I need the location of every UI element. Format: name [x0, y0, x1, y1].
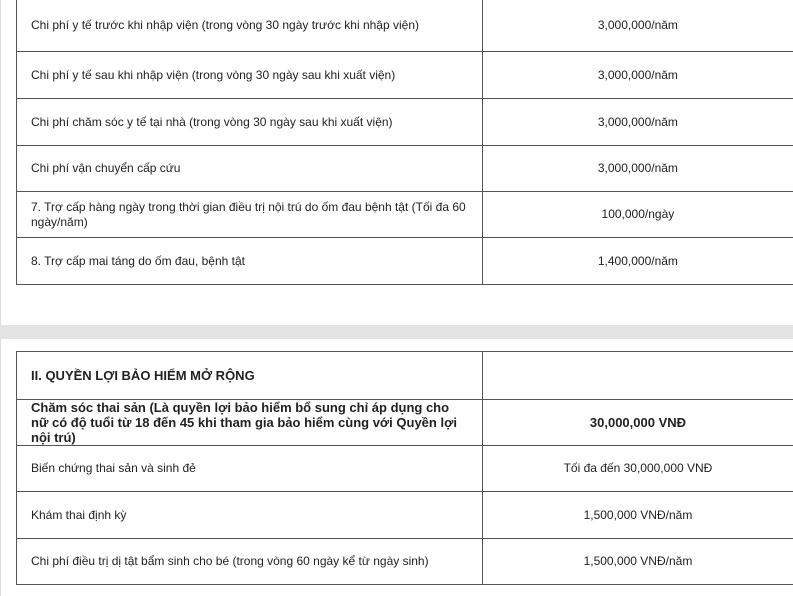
benefit-value: 3,000,000/năm	[482, 52, 793, 99]
benefit-value: 1,500,000 VNĐ/năm	[482, 492, 793, 539]
benefit-value: 1,400,000/năm	[482, 238, 793, 285]
benefit-value: 3,000,000/năm	[482, 99, 793, 146]
table-row	[17, 238, 793, 285]
table-row	[17, 539, 793, 585]
table-row	[17, 99, 793, 146]
section-title-value	[482, 352, 793, 400]
section-title: II. QUYỀN LỢI BẢO HIỂM MỞ RỘNG	[17, 352, 483, 400]
maternity-label: Chăm sóc thai sản (Là quyền lợi bảo hiểm bổ sung chỉ áp dụng cho nữ có độ tuổi từ 18 đến 45 khi tham gia bảo hiểm cùng với Quyền lợi nội trú)	[17, 400, 483, 446]
maternity-value: 30,000,000 VNĐ	[482, 400, 793, 446]
table-row-highlight	[17, 400, 793, 446]
benefit-label: Khám thai định kỳ	[17, 492, 483, 539]
benefit-value: 100,000/ngày	[482, 192, 793, 238]
extended-benefits-table	[16, 351, 793, 585]
benefit-label: Chi phí vận chuyển cấp cứu	[17, 146, 483, 192]
benefit-label: Chi phí điều trị dị tật bẩm sinh cho bé (trong vòng 60 ngày kể từ ngày sinh)	[17, 539, 483, 585]
benefit-label: Chi phí chăm sóc y tế tại nhà (trong vòng 30 ngày sau khi xuất viện)	[17, 99, 483, 146]
benefit-value: 3,000,000/năm	[482, 0, 793, 52]
benefit-label: Chi phí y tế trước khi nhập viện (trong vòng 30 ngày trước khi nhập viện)	[17, 0, 483, 52]
table-row	[17, 446, 793, 492]
benefit-value: Tối đa đến 30,000,000 VNĐ	[482, 446, 793, 492]
benefits-card-extended	[0, 339, 793, 596]
table-row	[17, 0, 793, 52]
benefit-label: Chi phí y tế sau khi nhập viện (trong vòng 30 ngày sau khi xuất viện)	[17, 52, 483, 99]
table-row	[17, 192, 793, 238]
benefit-label: Biến chứng thai sản và sinh đẻ	[17, 446, 483, 492]
benefit-label: 8. Trợ cấp mai táng do ốm đau, bệnh tật	[17, 238, 483, 285]
benefit-label: 7. Trợ cấp hàng ngày trong thời gian điều trị nội trú do ốm đau bệnh tật (Tối đa 60 ngày/năm)	[17, 192, 483, 238]
table-row	[17, 492, 793, 539]
benefit-value: 3,000,000/năm	[482, 146, 793, 192]
section-divider	[0, 325, 793, 339]
table-row	[17, 52, 793, 99]
benefit-value: 1,500,000 VNĐ/năm	[482, 539, 793, 585]
table-row	[17, 146, 793, 192]
basic-benefits-table	[16, 0, 793, 285]
table-header-row	[17, 352, 793, 400]
